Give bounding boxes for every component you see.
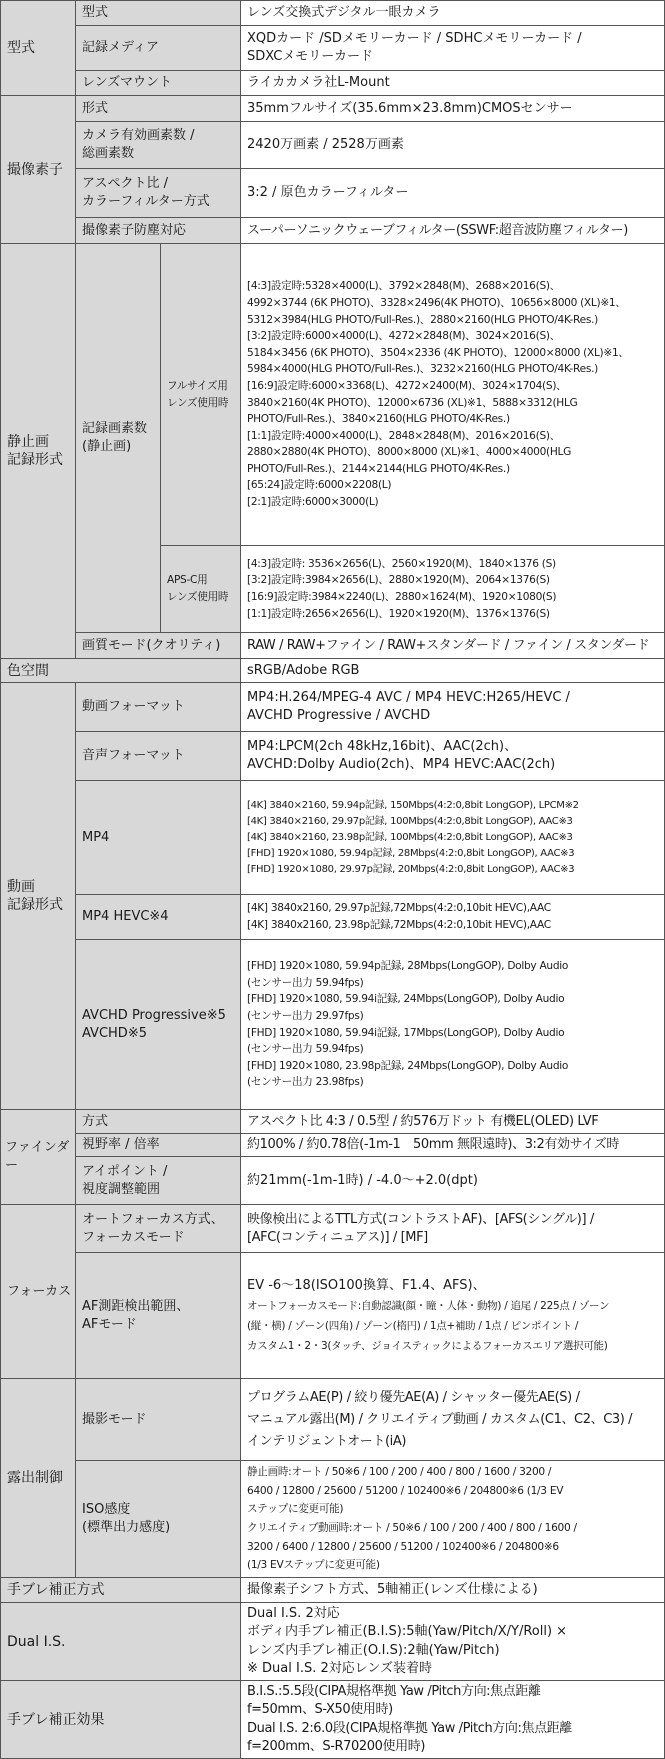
row-avchd-value: [FHD] 1920×1080, 59.94p記録, 28Mbps(LongGOP), Dolby Audio (センサー出力 59.94fps) [FHD] 1920×1080, 59.94i記録, 24Mbps(LongGOP), Dolby Audio (センサー出力 29.97fps) [FHD] 1920×1080, 59.94i記録, 17Mbps(LongGOP), Dolby Audio (センサー出力 59.94fps) [FHD] 1920×1080, 23.98p記録, 24Mbps(LongGOP), Dolby Audio (センサー出力 23.98fps) bbox=[240, 939, 665, 1110]
row-still-pixels-label: 記録画素数 (静止画) bbox=[75, 243, 161, 633]
row-finder-view-label: 視野率 / 倍率 bbox=[75, 1133, 241, 1157]
row-iso-label: ISO感度 (標準出力感度) bbox=[75, 1460, 241, 1578]
row-dust-label: 撮像素子防塵対応 bbox=[75, 217, 241, 244]
row-sensor-type-value: 35mmフルサイズ(35.6mm×23.8mm)CMOSセンサー bbox=[240, 95, 665, 122]
row-still-full-value: [4:3]設定時:5328×4000(L)、3792×2848(M)、2688×2016(S)、 4992×3744 (6K PHOTO)、3328×2496(4K PHOTO)、10656×8000 (XL)※1、 5312×3984(HLG PHOTO/Full-Res.)、2880×2160(HLG PHOTO/4K-Res.) [3:2]設定時:6000×4000(L)、4272×2848(M)、3024×2016(S)、 5184×3456 (6K PHOTO)、3504×2336 (4K PHOTO)、12000×8000 (XL)※1、 5984×4000(HLG PHOTO/Full-Res.)、3232×2160(HLG PHOTO/4K-Res.) [16:9]設定時:6000×3368(L)、4272×2400(M)、3024×1704(S)、 3840×2160(4K PHOTO)、12000×6736 (XL)※1、5888×3312(HLG PHOTO/Full-Res.)、3840×2160(HLG PHOTO/4K-Res.) [1:1]設定時:4000×4000(L)、2848×2848(M)、2016×2016(S)、 2880×2880(4K PHOTO)、8000×8000 (XL)※1、4000×4000(HLG PHOTO/Full-Res.)、2144×2144(HLG PHOTO/4K-Res.) [65:24]設定時:6000×2208(L) [2:1]設定時:6000×3000(L) bbox=[240, 243, 665, 546]
row-finder-type-value: アスペクト比 4:3 / 0.5型 / 約576万ドット 有機EL(OLED) LVF bbox=[240, 1109, 665, 1134]
row-still-apsc-value: [4:3]設定時: 3536×2656(L)、2560×1920(M)、1840×1376 (S) [3:2]設定時:3984×2656(L)、2880×1920(M)、2064×1376(S) [16:9]設定時:3984×2240(L)、2880×1624(M)、1920×1080(S) [1:1]設定時:2656×2656(L)、1920×1920(M)、1376×1376(S) bbox=[240, 545, 665, 633]
row-hevc-value: [4K] 3840x2160, 29.97p記録,72Mbps(4:2:0,10bit HEVC),AAC [4K] 3840x2160, 23.98p記録,72Mbps(4:2:0,10bit HEVC),AAC bbox=[240, 894, 665, 940]
row-shoot-mode-label: 撮影モード bbox=[75, 1378, 241, 1461]
row-mp4-value: [4K] 3840×2160, 59.94p記録, 150Mbps(4:2:0,8bit LongGOP), LPCM※2 [4K] 3840×2160, 29.97p記録, 100Mbps(4:2:0,8bit LongGOP), AAC※3 [4K] 3840×2160, 23.98p記録, 100Mbps(4:2:0,8bit LongGOP), AAC※3 [FHD] 1920×1080, 59.94p記録, 28Mbps(4:2:0,8bit LongGOP), AAC※3 [FHD] 1920×1080, 29.97p記録, 20Mbps(4:2:0,8bit LongGOP), AAC※3 bbox=[240, 780, 665, 895]
section-finder: ファインダー bbox=[0, 1109, 76, 1205]
row-eyepoint-label: アイポイント / 視度調整範囲 bbox=[75, 1156, 241, 1205]
section-stab-effect: 手ブレ補正効果 bbox=[0, 1680, 241, 1759]
row-af-range-value bbox=[240, 1252, 665, 1379]
row-audio-label: 音声フォーマット bbox=[75, 731, 241, 781]
section-color-space: 色空間 bbox=[0, 658, 241, 683]
section-stabilizer: 手ブレ補正方式 bbox=[0, 1577, 241, 1603]
row-finder-view-value: 約100% / 約0.78倍(-1m-1 50mm 無限遠時)、3:2有効サイズ時 bbox=[240, 1133, 665, 1157]
row-mount-value: ライカカメラ社L-Mount bbox=[240, 70, 665, 96]
row-quality-value: RAW / RAW+ファイン / RAW+スタンダード / ファイン / スタンダード bbox=[240, 632, 665, 659]
row-format-label: 型式 bbox=[75, 0, 241, 26]
af-mode-list: オートフォーカスモード:自動認識(顔・瞳・人体・動物) / 追尾 / 225点 / ゾーン (縦・横) / ゾーン(四角) / ゾーン(楕円) / 1点+補助 / 1点 / ピンポイント / カスタム1・2・3(タッチ、ジョイスティックによるフォーカスエリア選択可能) bbox=[247, 1299, 610, 1352]
section-focus: フォーカス bbox=[0, 1204, 76, 1379]
row-mount-label: レンズマウント bbox=[75, 70, 241, 96]
row-stabilizer-value: 撮像素子シフト方式、5軸補正(レンズ仕様による) bbox=[240, 1577, 665, 1603]
row-aspect-label: アスペクト比 / カラーフィルター方式 bbox=[75, 168, 241, 218]
row-quality-label: 画質モード(クオリティ) bbox=[75, 632, 241, 659]
row-af-range-label: AF測距検出範囲、 AFモード bbox=[75, 1252, 241, 1379]
row-movie-format-label: 動画フォーマット bbox=[75, 682, 241, 732]
row-af-method-value: 映像検出によるTTL方式(コントラストAF)、[AFS(シングル)] / [AFC(コンティニュアス)] / [MF] bbox=[240, 1204, 665, 1253]
row-movie-format-value: MP4:H.264/MPEG-4 AVC / MP4 HEVC:H265/HEVC / AVCHD Progressive / AVCHD bbox=[240, 682, 665, 732]
row-dual-is-value: Dual I.S. 2対応 ボディ内手ブレ補正(B.I.S):5軸(Yaw/Pitch/X/Y/Roll) × レンズ内手ブレ補正(O.I.S):2軸(Yaw/Pitch) ※ Dual I.S. 2対応レンズ装着時 bbox=[240, 1602, 665, 1681]
row-media-value: XQDカード /SDメモリーカード / SDHCメモリーカード / SDXCメモリーカード bbox=[240, 25, 665, 71]
row-hevc-label: MP4 HEVC※4 bbox=[75, 894, 241, 940]
section-sensor: 撮像素子 bbox=[0, 95, 76, 244]
row-dust-value: スーパーソニックウェーブフィルター(SSWF:超音波防塵フィルター) bbox=[240, 217, 665, 244]
row-pixels-label: カメラ有効画素数 / 総画素数 bbox=[75, 121, 241, 169]
row-eyepoint-value: 約21mm(-1m-1時) / -4.0〜+2.0(dpt) bbox=[240, 1156, 665, 1205]
row-stab-effect-value: B.I.S.:5.5段(CIPA規格準拠 Yaw /Pitch方向:焦点距離 f=50mm、S-X50使用時) Dual I.S. 2:6.0段(CIPA規格準拠 Yaw /Pitch方向:焦点距離 f=200mm、S-R70200使用時) bbox=[240, 1680, 665, 1759]
row-audio-value: MP4:LPCM(2ch 48kHz,16bit)、AAC(2ch)、 AVCHD:Dolby Audio(2ch)、MP4 HEVC:AAC(2ch) bbox=[240, 731, 665, 781]
row-media-label: 記録メディア bbox=[75, 25, 241, 71]
section-still: 静止画 記録形式 bbox=[0, 243, 76, 659]
row-avchd-label: AVCHD Progressive※5 AVCHD※5 bbox=[75, 939, 241, 1110]
section-format: 型式 bbox=[0, 0, 76, 96]
row-format-value: レンズ交換式デジタル一眼カメラ bbox=[240, 0, 665, 26]
section-exposure: 露出制御 bbox=[0, 1378, 76, 1578]
row-finder-type-label: 方式 bbox=[75, 1109, 241, 1134]
section-movie: 動画 記録形式 bbox=[0, 682, 76, 1110]
row-pixels-value: 2420万画素 / 2528万画素 bbox=[240, 121, 665, 169]
row-mp4-label: MP4 bbox=[75, 780, 241, 895]
row-iso-value: 静止画時:オート / 50※6 / 100 / 200 / 400 / 800 / 1600 / 3200 / 6400 / 12800 / 25600 / 51200 / 102400※6 / 204800※6 (1/3 EV ステップに変更可能) クリエイティブ動画時:オート / 50※6 / 100 / 200 / 400 / 800 / 1600 / 3200 / 6400 / 12800 / 25600 / 51200 / 102400※6 / 204800※6 (1/3 EVステップに変更可能) bbox=[240, 1460, 665, 1578]
row-af-method-label: オートフォーカス方式、 フォーカスモード bbox=[75, 1204, 241, 1253]
section-dual-is: Dual I.S. bbox=[0, 1602, 241, 1681]
af-range-ev: EV -6〜18(ISO100換算、F1.4、AFS)、 bbox=[247, 1277, 486, 1293]
row-still-apsc-label: APS-C用 レンズ使用時 bbox=[160, 545, 241, 633]
row-color-space-value: sRGB/Adobe RGB bbox=[240, 658, 665, 683]
row-aspect-value: 3:2 / 原色カラーフィルター bbox=[240, 168, 665, 218]
row-still-full-label: フルサイズ用 レンズ使用時 bbox=[160, 243, 241, 546]
row-sensor-type-label: 形式 bbox=[75, 95, 241, 122]
row-shoot-mode-value: プログラムAE(P) / 絞り優先AE(A) / シャッター優先AE(S) / マニュアル露出(M) / クリエイティブ動画 / カスタム(C1、C2、C3) / インテリジェントオート(iA) bbox=[240, 1378, 665, 1461]
